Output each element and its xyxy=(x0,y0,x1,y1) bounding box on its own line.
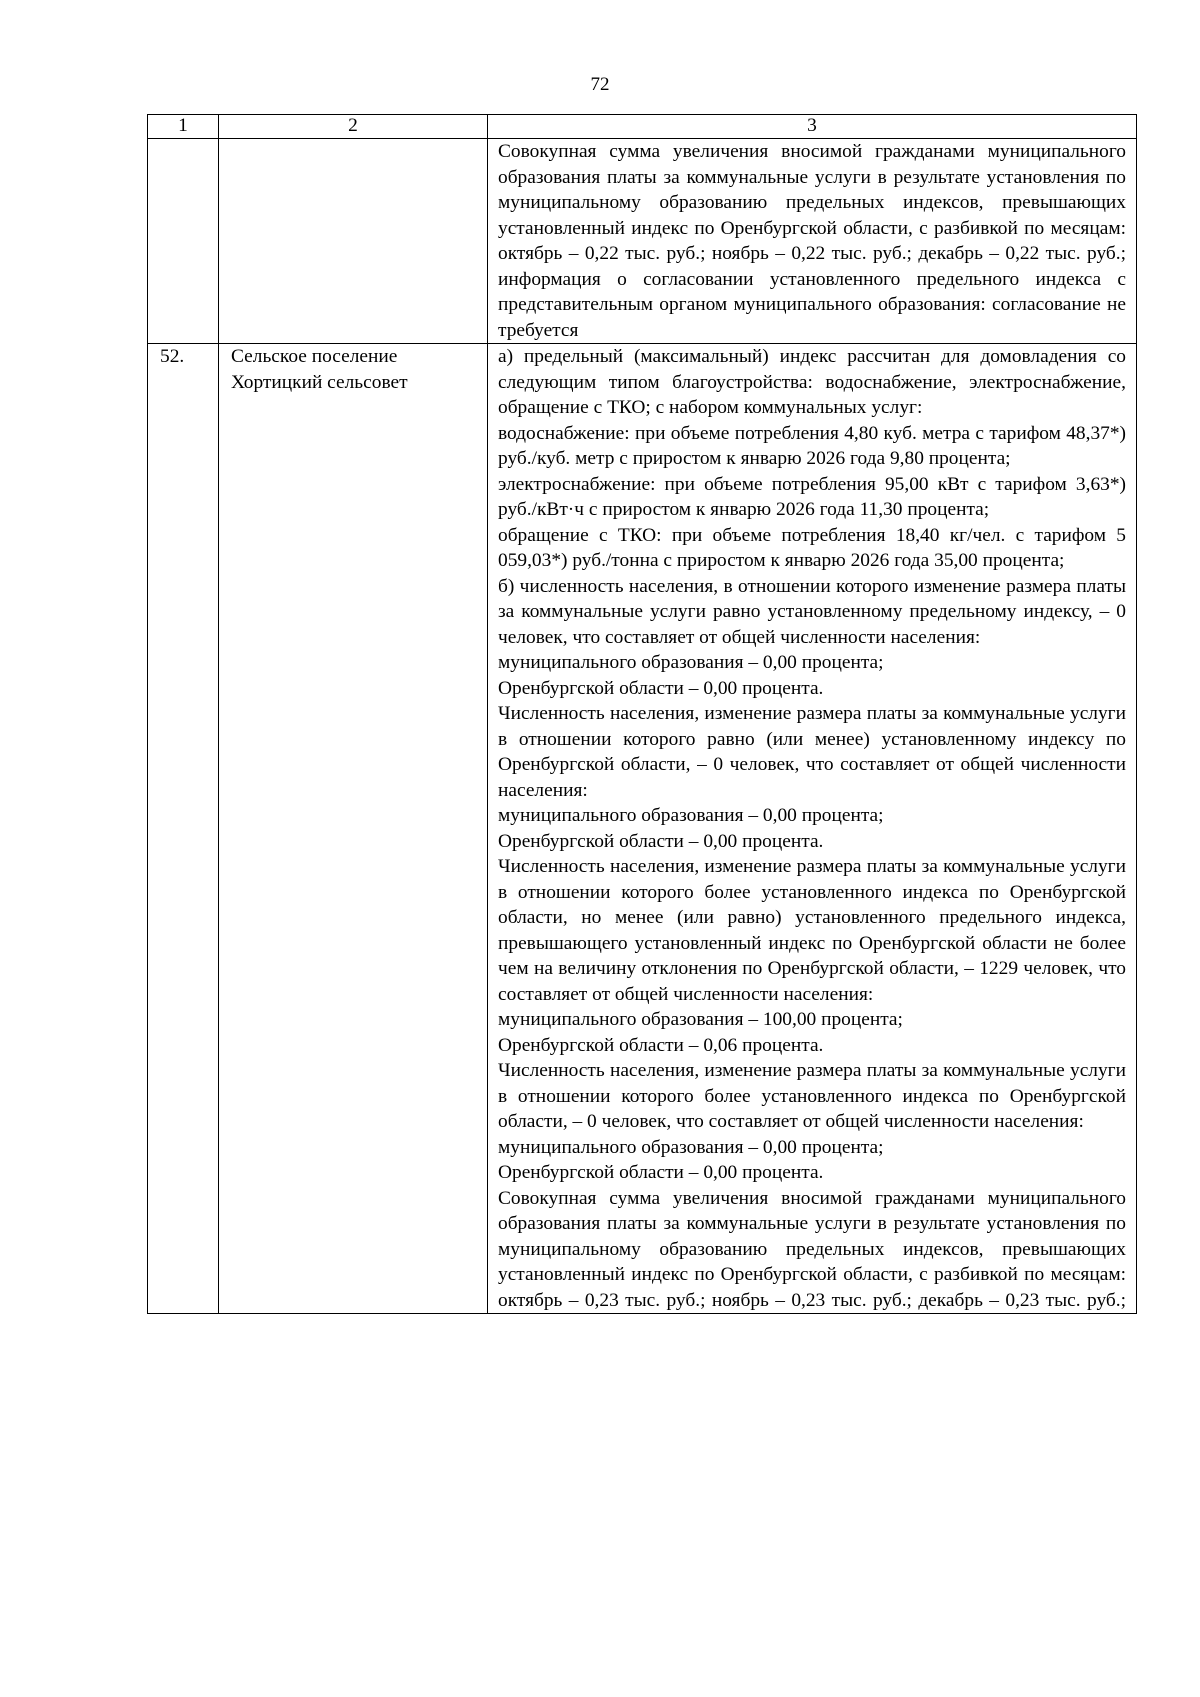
municipality-name-cell xyxy=(219,139,488,344)
paragraph-population-more: Численность населения, изменение размера платы за коммунальные услуги в отношении которого более установленного индекса по Оренбургской области, – 0 человек, что составляет от общей численности населения: xyxy=(498,1060,1126,1132)
table-row-continuation xyxy=(148,139,1137,344)
data-table xyxy=(147,114,1137,1314)
paragraph-water-supply: водоснабжение: при объеме потребления 4,80 куб. метра с тарифом 48,37*) руб./куб. метр с приростом к январю 2026 года 9,80 процента; xyxy=(498,422,1126,469)
paragraph-municipal-share: муниципального образования – 0,00 процента; xyxy=(498,652,884,673)
row-number-cell xyxy=(148,139,219,344)
paragraph-index-definition: а) предельный (максимальный) индекс рассчитан для домовладения со следующим типом благоустройства: водоснабжение, электроснабжение, обращение с ТКО; с набором коммунальных услуг: xyxy=(498,346,1126,418)
column-header-2: 2 xyxy=(219,115,488,139)
paragraph-municipal-share: муниципального образования – 100,00 процента; xyxy=(498,1009,903,1030)
paragraph-municipal-share: муниципального образования – 0,00 процента; xyxy=(498,1136,884,1158)
row-number-cell: 52. xyxy=(148,344,219,1314)
table-row-52 xyxy=(148,344,1137,1314)
paragraph-region-share: Оренбургской области – 0,00 процента. xyxy=(498,1162,824,1183)
paragraph-electricity-supply: электроснабжение: при объеме потребления 95,00 кВт с тарифом 3,63*) руб./кВт·ч с приростом к январю 2026 года 11,30 процента; xyxy=(498,473,1126,520)
paragraph-total-increase: Совокупная сумма увеличения вносимой гражданами муниципального образования платы за коммунальные услуги в результате установления по муниципальному образованию предельных индексов, превышающих установленный индекс по Оренбургской области, с разбивкой по месяцам: октябрь – 0,23 тыс. руб.; ноябрь – 0,23 тыс. руб.; декабрь – 0,23 тыс. руб.; xyxy=(498,1187,1126,1311)
paragraph-region-share: Оренбургской области – 0,06 процента. xyxy=(498,1034,824,1056)
paragraph-region-share: Оренбургской области – 0,00 процента. xyxy=(498,677,824,699)
paragraph-population-between: Численность населения, изменение размера платы за коммунальные услуги в отношении которого более установленного индекса по Оренбургской области, но менее (или равно) установленного предельного индекса, превышающего установленный индекс по Оренбургской области не более чем на величину отклонения по Оренбургской области, – 1229 человек, что составляет от общей численности населения: xyxy=(498,856,1126,1005)
table-header-row xyxy=(148,115,1137,139)
description-cell xyxy=(488,139,1137,344)
column-header-3: 3 xyxy=(488,115,1137,139)
continuation-text: Совокупная сумма увеличения вносимой гражданами муниципального образования платы за коммунальные услуги в результате установления по муниципальному образованию предельных индексов, превышающих установленный индекс по Оренбургской области, с разбивкой по месяцам: октябрь – 0,22 тыс. руб.; ноябрь – 0,22 тыс. руб.; декабрь – 0,22 тыс. руб.; информация о согласовании установленного предельного индекса с представительным органом муниципального образования: согласование не требуется xyxy=(498,141,1126,341)
description-cell xyxy=(488,344,1137,1314)
paragraph-population-less: Численность населения, изменение размера платы за коммунальные услуги в отношении которого равно (или менее) установленному индексу по Оренбургской области, – 0 человек, что составляет от общей численности населения: xyxy=(498,703,1126,801)
paragraph-waste-management: обращение с ТКО: при объеме потребления 18,40 кг/чел. с тарифом 5 059,03*) руб./тонна с приростом к январю 2026 года 35,00 процента; xyxy=(498,524,1126,571)
municipality-name-cell xyxy=(219,344,488,1314)
municipality-name: Хортицкий сельсовет xyxy=(231,371,408,393)
paragraph-population-equal: б) численность населения, в отношении которого изменение размера платы за коммунальные услуги равно установленному предельному индексу, – 0 человек, что составляет от общей численности населения: xyxy=(498,575,1126,648)
column-header-1: 1 xyxy=(148,115,219,139)
municipality-type: Сельское поселение xyxy=(231,346,398,367)
paragraph-region-share: Оренбургской области – 0,00 процента. xyxy=(498,830,824,852)
page-number: 72 xyxy=(590,74,610,95)
paragraph-municipal-share: муниципального образования – 0,00 процента; xyxy=(498,805,884,826)
